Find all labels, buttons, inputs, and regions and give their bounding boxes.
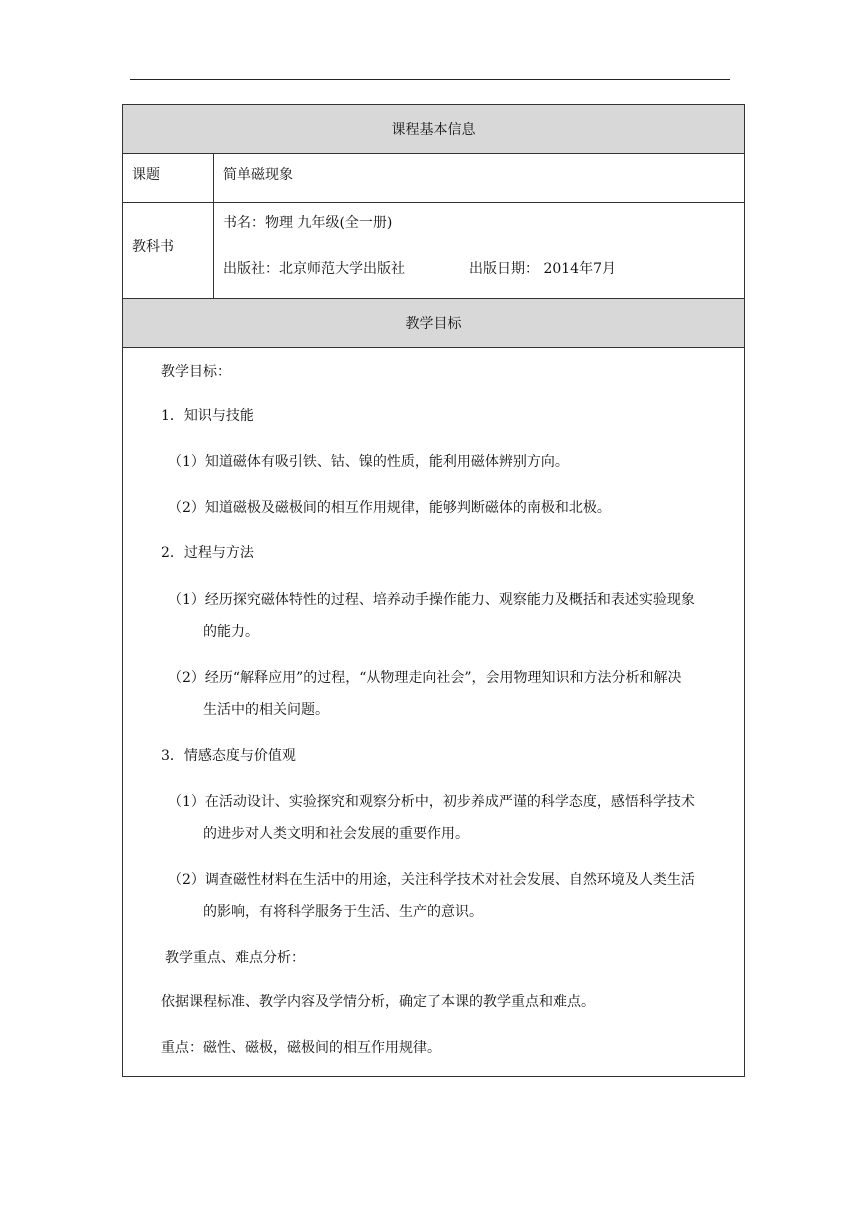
section-title: 教学目标 bbox=[405, 316, 462, 332]
list-item-cont: 生活中的相关问题。 bbox=[203, 702, 329, 718]
section-header-objectives bbox=[123, 299, 745, 348]
section-title: 课程基本信息 bbox=[391, 122, 476, 138]
topic-row bbox=[123, 154, 745, 203]
list-item-cont: 的能力。 bbox=[203, 624, 259, 640]
topic-label: 课题 bbox=[132, 167, 160, 183]
list-item: （1）在活动设计、实验探究和观察分析中，初步养成严谨的科学态度，感悟科学技术 bbox=[168, 794, 695, 810]
list-item: （2）调查磁性材料在生活中的用途，关注科学技术对社会发展、自然环境及人类生活 bbox=[168, 872, 695, 888]
objectives-intro: 教学目标： bbox=[161, 364, 231, 380]
section-header-course-info bbox=[123, 105, 745, 154]
header-rule bbox=[130, 79, 730, 80]
key-point: 重点：磁性、磁极，磁极间的相互作用规律。 bbox=[161, 1040, 441, 1056]
textbook-label: 教科书 bbox=[132, 239, 174, 255]
textbook-row bbox=[123, 203, 745, 299]
publish-date: 出版日期： 2014年7月 bbox=[469, 261, 616, 277]
list-item: （1）知道磁体有吸引铁、钴、镍的性质，能利用磁体辨别方向。 bbox=[168, 454, 569, 470]
list-item: （1）经历探究磁体特性的过程、培养动手操作能力、观察能力及概括和表述实验现象 bbox=[168, 592, 695, 608]
focus-basis: 依据课程标准、教学内容及学情分析，确定了本课的教学重点和难点。 bbox=[161, 994, 595, 1010]
course-info-table bbox=[122, 104, 745, 1077]
topic-value: 简单磁现象 bbox=[223, 167, 293, 183]
list-item: （2）知道磁极及磁极间的相互作用规律，能够判断磁体的南极和北极。 bbox=[168, 500, 611, 516]
list-item-cont: 的进步对人类文明和社会发展的重要作用。 bbox=[203, 826, 469, 842]
list-item: （2）经历“解释应用”的过程，“从物理走向社会”，会用物理知识和方法分析和解决 bbox=[168, 670, 682, 686]
heading-process: 2．过程与方法 bbox=[161, 545, 254, 561]
heading-attitude: 3．情感态度与价值观 bbox=[161, 748, 296, 764]
list-item-cont: 的影响，有将科学服务于生活、生产的意识。 bbox=[203, 904, 483, 920]
objectives-body bbox=[123, 348, 745, 1077]
publisher: 出版社：北京师范大学出版社 bbox=[223, 261, 405, 277]
focus-title: 教学重点、难点分析： bbox=[165, 950, 305, 966]
heading-knowledge: 1．知识与技能 bbox=[161, 408, 254, 424]
book-name: 书名：物理 九年级(全一册) bbox=[223, 215, 393, 231]
